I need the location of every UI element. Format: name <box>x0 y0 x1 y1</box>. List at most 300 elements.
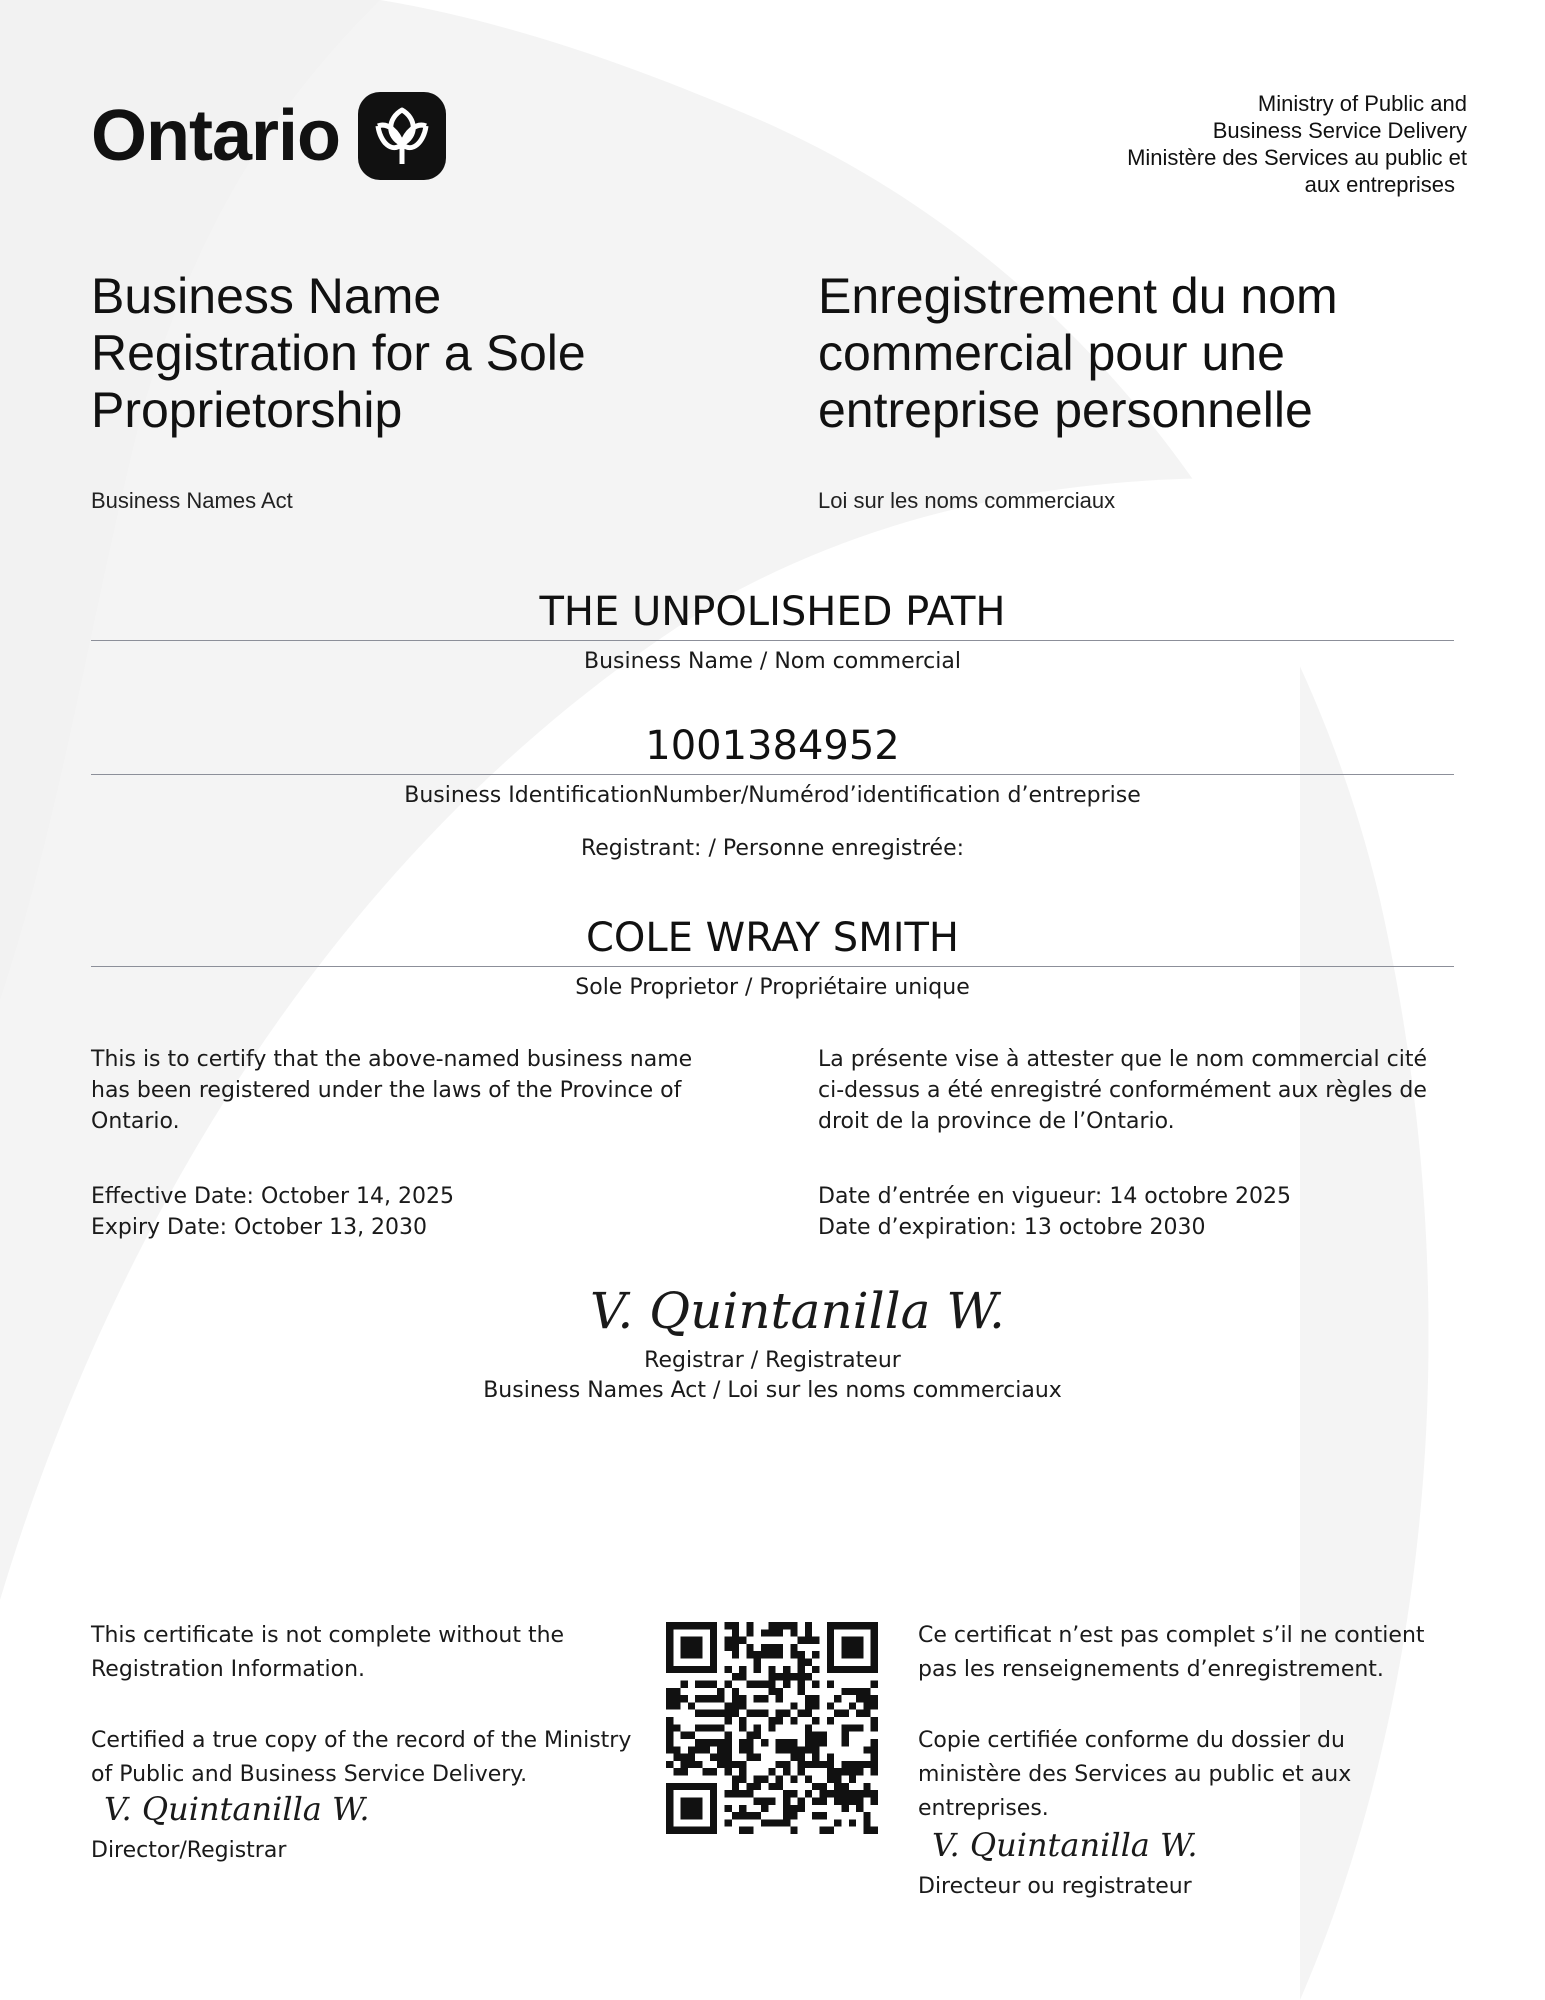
qr-module <box>695 1761 702 1768</box>
qr-module <box>827 1776 834 1783</box>
footer-note-french: Ce certificat n’est pas complet s’il ne contient pas les renseignements d’enregistrement. <box>918 1623 1425 1682</box>
qr-module <box>710 1739 717 1746</box>
qr-module <box>798 1797 805 1804</box>
qr-module <box>666 1637 673 1644</box>
qr-module <box>681 1783 688 1790</box>
qr-module <box>841 1724 848 1731</box>
qr-module <box>739 1790 746 1797</box>
qr-module <box>703 1622 710 1629</box>
director-role: Director/Registrar <box>91 1838 287 1863</box>
qr-module <box>849 1724 856 1731</box>
qr-module <box>673 1746 680 1753</box>
qr-module <box>790 1629 797 1636</box>
qr-module <box>783 1680 790 1687</box>
qr-module <box>805 1710 812 1717</box>
qr-module <box>673 1702 680 1709</box>
qr-module <box>732 1812 739 1819</box>
qr-module <box>827 1790 834 1797</box>
qr-module <box>703 1666 710 1673</box>
qr-module <box>688 1622 695 1629</box>
qr-module <box>856 1637 863 1644</box>
qr-module <box>666 1622 673 1629</box>
qr-module <box>673 1688 680 1695</box>
qr-module <box>746 1710 753 1717</box>
qr-module <box>776 1710 783 1717</box>
qr-module <box>812 1637 819 1644</box>
qr-module <box>841 1768 848 1775</box>
qr-module <box>681 1695 688 1702</box>
qr-module <box>812 1797 819 1804</box>
qr-module <box>798 1761 805 1768</box>
qr-module <box>761 1819 768 1826</box>
qr-module <box>863 1666 870 1673</box>
qr-module <box>841 1739 848 1746</box>
qr-module <box>798 1710 805 1717</box>
qr-module <box>695 1724 702 1731</box>
qr-module <box>841 1666 848 1673</box>
qr-module <box>673 1754 680 1761</box>
qr-module <box>812 1666 819 1673</box>
qr-module <box>724 1637 731 1644</box>
qr-module <box>739 1776 746 1783</box>
qr-module <box>666 1651 673 1658</box>
qr-module <box>871 1717 878 1724</box>
qr-module <box>695 1710 702 1717</box>
qr-module <box>871 1790 878 1797</box>
qr-module <box>681 1732 688 1739</box>
qr-module <box>834 1797 841 1804</box>
ministry-name <box>987 90 1467 198</box>
qr-module <box>710 1659 717 1666</box>
qr-module <box>761 1695 768 1702</box>
qr-module <box>790 1702 797 1709</box>
qr-module <box>732 1783 739 1790</box>
qr-module <box>754 1754 761 1761</box>
qr-module <box>871 1827 878 1834</box>
qr-module <box>834 1783 841 1790</box>
qr-module <box>856 1695 863 1702</box>
qr-module <box>841 1783 848 1790</box>
qr-module <box>717 1754 724 1761</box>
qr-module <box>739 1812 746 1819</box>
qr-module <box>673 1827 680 1834</box>
footer-certified-french: Copie certifiée conforme du dossier du ministère des Services au public et aux entreprises. <box>918 1728 1352 1821</box>
qr-module <box>863 1812 870 1819</box>
qr-module <box>761 1629 768 1636</box>
qr-module <box>710 1768 717 1775</box>
qr-module <box>739 1761 746 1768</box>
qr-module <box>703 1710 710 1717</box>
qr-module <box>856 1651 863 1658</box>
ministry-line: Ministère des Services au public et <box>1127 145 1467 170</box>
qr-module <box>673 1666 680 1673</box>
qr-module <box>724 1717 731 1724</box>
qr-module <box>768 1622 775 1629</box>
qr-module <box>739 1637 746 1644</box>
qr-module <box>746 1746 753 1753</box>
qr-module <box>666 1644 673 1651</box>
qr-module <box>849 1702 856 1709</box>
qr-module <box>761 1710 768 1717</box>
qr-module <box>849 1761 856 1768</box>
qr-module <box>666 1724 673 1731</box>
qr-module <box>681 1666 688 1673</box>
title-line: Enregistrement du nom <box>818 268 1338 324</box>
qr-module <box>827 1680 834 1687</box>
qr-module <box>798 1746 805 1753</box>
qr-module <box>863 1761 870 1768</box>
qr-module <box>798 1659 805 1666</box>
qr-module <box>732 1651 739 1658</box>
qr-module <box>681 1827 688 1834</box>
registrant-label: Registrant: / Personne enregistrée: <box>580 836 965 861</box>
registrar-signature: V. Quintanilla W. <box>590 1282 1005 1340</box>
qr-module <box>681 1754 688 1761</box>
business-id-caption: Business IdentificationNumber/Numérod’identification d’entreprise <box>404 783 1141 808</box>
qr-module <box>754 1659 761 1666</box>
effective-date: Date d’entrée en vigueur: 14 octobre 2025 <box>818 1184 1291 1209</box>
qr-module <box>717 1688 724 1695</box>
qr-module <box>768 1797 775 1804</box>
footer-note-english: This certificate is not complete without the Registration Information. <box>91 1623 565 1682</box>
qr-module <box>805 1790 812 1797</box>
qr-module <box>783 1746 790 1753</box>
qr-module <box>776 1651 783 1658</box>
title-line: entreprise personnelle <box>818 382 1313 438</box>
qr-module <box>688 1732 695 1739</box>
qr-module <box>739 1702 746 1709</box>
qr-module <box>768 1629 775 1636</box>
qr-module <box>710 1783 717 1790</box>
qr-module <box>783 1805 790 1812</box>
qr-module <box>768 1651 775 1658</box>
qr-module <box>746 1680 753 1687</box>
registrant-field <box>91 914 1454 1000</box>
registrar-title: Registrar / Registrateur <box>644 1348 901 1373</box>
qr-module <box>812 1717 819 1724</box>
qr-module <box>746 1732 753 1739</box>
qr-module <box>673 1622 680 1629</box>
qr-module <box>827 1629 834 1636</box>
qr-module <box>768 1783 775 1790</box>
ministry-line: aux entreprises <box>1304 172 1455 197</box>
certification-french: La présente vise à attester que le nom commercial cité ci-dessus a été enregistré conformément aux règles de droit de la province de l’Ontario. <box>818 1047 1427 1134</box>
qr-module <box>849 1797 856 1804</box>
qr-module <box>681 1680 688 1687</box>
qr-module <box>681 1768 688 1775</box>
qr-module <box>732 1644 739 1651</box>
qr-module <box>761 1644 768 1651</box>
qr-module <box>710 1819 717 1826</box>
qr-module <box>863 1695 870 1702</box>
qr-module <box>776 1819 783 1826</box>
qr-module <box>695 1797 702 1804</box>
qr-module <box>695 1651 702 1658</box>
qr-module <box>871 1746 878 1753</box>
qr-module <box>754 1695 761 1702</box>
divider <box>91 774 1454 775</box>
qr-module <box>732 1622 739 1629</box>
qr-module <box>812 1695 819 1702</box>
registrar-act: Business Names Act / Loi sur les noms commerciaux <box>483 1378 1062 1403</box>
qr-module <box>666 1746 673 1753</box>
act-english: Business Names Act <box>91 488 293 513</box>
qr-module <box>688 1702 695 1709</box>
qr-module <box>863 1688 870 1695</box>
qr-module <box>871 1637 878 1644</box>
qr-module <box>820 1732 827 1739</box>
qr-module <box>761 1797 768 1804</box>
qr-module <box>710 1651 717 1658</box>
qr-module <box>783 1768 790 1775</box>
title-french <box>818 268 1458 439</box>
qr-module <box>841 1637 848 1644</box>
qr-module <box>754 1666 761 1673</box>
qr-module <box>783 1812 790 1819</box>
qr-module <box>768 1644 775 1651</box>
qr-module <box>841 1688 848 1695</box>
qr-module <box>717 1761 724 1768</box>
qr-module <box>798 1680 805 1687</box>
qr-module <box>695 1637 702 1644</box>
qr-module <box>739 1717 746 1724</box>
qr-module <box>754 1724 761 1731</box>
qr-module <box>688 1666 695 1673</box>
qr-module <box>790 1651 797 1658</box>
qr-module <box>841 1644 848 1651</box>
qr-module <box>703 1739 710 1746</box>
registrar-block <box>91 1346 1454 1406</box>
qr-module <box>790 1754 797 1761</box>
qr-module <box>790 1622 797 1629</box>
qr-module <box>841 1622 848 1629</box>
qr-module <box>871 1651 878 1658</box>
qr-module <box>827 1651 834 1658</box>
dates-french <box>818 1181 1458 1243</box>
qr-module <box>856 1797 863 1804</box>
qr-module <box>710 1666 717 1673</box>
qr-module <box>673 1783 680 1790</box>
qr-module <box>856 1710 863 1717</box>
qr-module <box>710 1827 717 1834</box>
qr-module <box>827 1702 834 1709</box>
qr-module <box>783 1710 790 1717</box>
qr-module <box>739 1695 746 1702</box>
qr-module <box>776 1783 783 1790</box>
qr-module <box>790 1776 797 1783</box>
qr-module <box>724 1746 731 1753</box>
logo-wordmark: Ontario <box>91 96 341 176</box>
ministry-line: Business Service Delivery <box>1212 118 1467 143</box>
qr-module <box>688 1746 695 1753</box>
qr-module <box>746 1783 753 1790</box>
ministry-line: Ministry of Public and <box>1257 91 1467 116</box>
qr-module <box>710 1637 717 1644</box>
qr-module <box>849 1666 856 1673</box>
qr-module <box>827 1754 834 1761</box>
footer-certified-english: Certified a true copy of the record of the Ministry of Public and Business Service Delivery. <box>91 1728 632 1787</box>
qr-module <box>871 1702 878 1709</box>
qr-module <box>754 1710 761 1717</box>
qr-module <box>871 1644 878 1651</box>
qr-module <box>849 1651 856 1658</box>
qr-module <box>681 1805 688 1812</box>
qr-module <box>871 1680 878 1687</box>
qr-module <box>834 1666 841 1673</box>
qr-module <box>863 1819 870 1826</box>
divider <box>91 966 1454 967</box>
qr-module <box>805 1732 812 1739</box>
registrant-caption: Sole Proprietor / Propriétaire unique <box>575 975 970 1000</box>
qr-module <box>732 1637 739 1644</box>
title-line: Proprietorship <box>91 382 403 438</box>
act-french: Loi sur les noms commerciaux <box>818 488 1116 513</box>
qr-module <box>871 1622 878 1629</box>
qr-module <box>666 1805 673 1812</box>
qr-module <box>841 1797 848 1804</box>
qr-module <box>754 1680 761 1687</box>
qr-module <box>863 1710 870 1717</box>
qr-module <box>739 1746 746 1753</box>
qr-module <box>724 1666 731 1673</box>
qr-module <box>746 1827 753 1834</box>
qr-module <box>666 1688 673 1695</box>
qr-module <box>695 1666 702 1673</box>
qr-module <box>834 1710 841 1717</box>
qr-module <box>841 1790 848 1797</box>
director-signature: V. Quintanilla W. <box>104 1790 370 1828</box>
qr-module <box>849 1819 856 1826</box>
qr-module <box>805 1659 812 1666</box>
qr-module <box>856 1790 863 1797</box>
qr-module <box>871 1659 878 1666</box>
qr-module <box>724 1732 731 1739</box>
qr-module <box>681 1651 688 1658</box>
title-line: Business Name <box>91 268 442 324</box>
qr-module <box>863 1622 870 1629</box>
qr-module <box>710 1629 717 1636</box>
qr-module <box>812 1702 819 1709</box>
qr-module <box>688 1797 695 1804</box>
qr-module <box>666 1717 673 1724</box>
qr-module <box>827 1637 834 1644</box>
qr-module <box>856 1768 863 1775</box>
trillium-icon <box>358 92 446 180</box>
qr-module <box>790 1790 797 1797</box>
qr-module <box>724 1754 731 1761</box>
qr-module <box>768 1768 775 1775</box>
qr-module <box>717 1695 724 1702</box>
qr-module <box>805 1776 812 1783</box>
qr-module <box>717 1739 724 1746</box>
qr-module <box>849 1637 856 1644</box>
directeur-signature: V. Quintanilla W. <box>932 1826 1198 1864</box>
qr-module <box>768 1724 775 1731</box>
qr-module <box>849 1688 856 1695</box>
qr-module <box>812 1754 819 1761</box>
business-id-field <box>91 722 1454 808</box>
qr-module <box>666 1666 673 1673</box>
qr-module <box>688 1805 695 1812</box>
qr-module <box>863 1702 870 1709</box>
qr-module <box>732 1710 739 1717</box>
qr-code[interactable] <box>666 1622 878 1834</box>
qr-module <box>703 1783 710 1790</box>
qr-module <box>871 1629 878 1636</box>
qr-module <box>761 1805 768 1812</box>
qr-module <box>790 1644 797 1651</box>
qr-module <box>783 1673 790 1680</box>
qr-module <box>703 1827 710 1834</box>
qr-module <box>739 1768 746 1775</box>
qr-module <box>746 1629 753 1636</box>
qr-module <box>783 1666 790 1673</box>
qr-module <box>871 1739 878 1746</box>
title-line: commercial pour une <box>818 325 1285 381</box>
qr-module <box>739 1673 746 1680</box>
qr-module <box>812 1783 819 1790</box>
qr-module <box>666 1695 673 1702</box>
effective-date: Effective Date: October 14, 2025 <box>91 1184 454 1209</box>
qr-module <box>849 1790 856 1797</box>
qr-module <box>776 1629 783 1636</box>
qr-module <box>856 1724 863 1731</box>
business-name: THE UNPOLISHED PATH <box>539 589 1006 635</box>
qr-module <box>856 1805 863 1812</box>
qr-module <box>710 1754 717 1761</box>
qr-module <box>834 1695 841 1702</box>
qr-module <box>666 1732 673 1739</box>
qr-module <box>688 1827 695 1834</box>
qr-module <box>739 1805 746 1812</box>
qr-module <box>827 1622 834 1629</box>
ontario-logo <box>91 92 446 180</box>
qr-module <box>798 1805 805 1812</box>
qr-module <box>827 1761 834 1768</box>
business-name-caption: Business Name / Nom commercial <box>584 649 961 674</box>
qr-module <box>820 1797 827 1804</box>
qr-module <box>783 1797 790 1804</box>
qr-module <box>827 1666 834 1673</box>
qr-module <box>717 1724 724 1731</box>
qr-module <box>805 1739 812 1746</box>
qr-module <box>776 1746 783 1753</box>
business-name-field <box>91 588 1454 674</box>
qr-module <box>732 1702 739 1709</box>
qr-module <box>688 1651 695 1658</box>
qr-module <box>710 1695 717 1702</box>
qr-module <box>746 1812 753 1819</box>
qr-module <box>739 1827 746 1834</box>
qr-module <box>666 1790 673 1797</box>
qr-module <box>827 1717 834 1724</box>
qr-module <box>827 1768 834 1775</box>
qr-module <box>724 1710 731 1717</box>
qr-module <box>827 1827 834 1834</box>
qr-module <box>798 1768 805 1775</box>
business-id-number: 1001384952 <box>645 723 900 769</box>
qr-module <box>746 1622 753 1629</box>
qr-module <box>790 1673 797 1680</box>
qr-module <box>790 1717 797 1724</box>
qr-module <box>746 1790 753 1797</box>
qr-module <box>754 1732 761 1739</box>
qr-module <box>820 1827 827 1834</box>
qr-module <box>739 1724 746 1731</box>
qr-module <box>812 1732 819 1739</box>
qr-module <box>746 1739 753 1746</box>
qr-module <box>710 1622 717 1629</box>
